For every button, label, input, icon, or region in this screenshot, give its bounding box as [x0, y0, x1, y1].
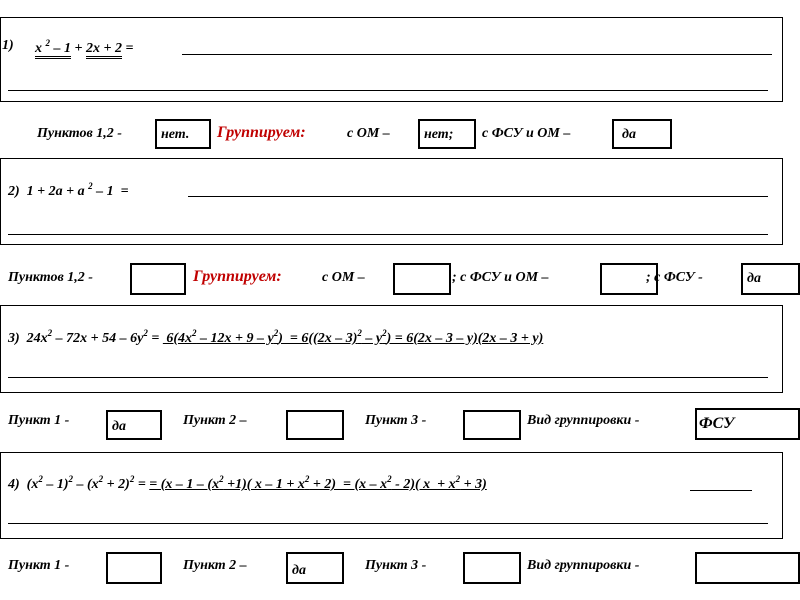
fsu-label: ; с ФСУ -: [646, 270, 703, 285]
fsu-om-label: с ФСУ и ОМ –: [482, 126, 571, 141]
om-answer-box[interactable]: [393, 263, 451, 295]
answer-line: [182, 54, 772, 55]
task-3-frame: [0, 305, 783, 393]
point-1-answer-box[interactable]: [106, 552, 162, 584]
points-answer-box[interactable]: нет.: [155, 119, 211, 149]
task-4-frame: [0, 452, 783, 539]
task-2-frame: [0, 158, 783, 245]
point-3-answer-box[interactable]: [463, 552, 521, 584]
point-2-label: Пункт 2 –: [183, 413, 247, 428]
task-2-expression: 2) 1 + 2a + a $^2$ – 1 =: [8, 181, 129, 199]
point-1-label: Пункт 1 -: [8, 413, 70, 428]
point-2-answer-box[interactable]: да: [286, 552, 344, 584]
answer-line: [8, 234, 768, 235]
point-3-label: Пункт 3 -: [365, 558, 427, 573]
om-label: с ОМ –: [322, 270, 365, 285]
fsu-answer-box[interactable]: да: [741, 263, 800, 295]
point-2-label: Пункт 2 –: [183, 558, 247, 573]
grouping-kind-label: Вид группировки -: [527, 558, 640, 573]
grouping-label: Группируем:: [193, 268, 282, 285]
point-3-answer-box[interactable]: [463, 410, 521, 440]
grouping-label: Группируем:: [217, 124, 306, 141]
answer-line: [8, 523, 768, 524]
answer-line: [8, 90, 768, 91]
om-label: с ОМ –: [347, 126, 390, 141]
points-answer-box[interactable]: [130, 263, 186, 295]
point-2-answer-box[interactable]: [286, 410, 344, 440]
point-1-label: Пункт 1 -: [8, 558, 70, 573]
task-1-number: 1): [2, 38, 14, 53]
point-3-label: Пункт 3 -: [365, 413, 427, 428]
answer-line: [8, 377, 768, 378]
om-answer-box[interactable]: нет;: [418, 119, 476, 149]
points-label: Пунктов 1,2 -: [8, 270, 93, 285]
point-1-answer-box[interactable]: да: [106, 410, 162, 440]
points-label: Пунктов 1,2 -: [37, 126, 122, 141]
grouping-kind-answer-box[interactable]: ФСУ: [695, 408, 800, 440]
fsu-om-label: ; с ФСУ и ОМ –: [452, 270, 549, 285]
task-1-expression: x $^2$ – 1 + 2x + 2 =: [35, 38, 133, 57]
task-3-expression: 3) $24x^2 - 72x + 54 - 6y^2 = 6(4x^2 - 12x + 9 - y^2) = 6((2x - 3)^2 - y^2) = 6(2x - 3 - y)(2x - 3 + y)$: [8, 328, 544, 346]
answer-line: [188, 196, 768, 197]
grouping-kind-answer-box[interactable]: [695, 552, 800, 584]
task-4-expression: 4) $(x^2 - 1)^2 - (x^2 + 2)^2$ = = ($x - 1 - (x^2 +1)$( $x - 1 + x^2 + 2) = (x - x^2 - 2)$( $x + x^2 + 3$): [8, 474, 487, 492]
fsu-om-answer-box[interactable]: да: [612, 119, 672, 149]
grouping-kind-label: Вид группировки -: [527, 413, 640, 428]
answer-line: [690, 490, 752, 491]
